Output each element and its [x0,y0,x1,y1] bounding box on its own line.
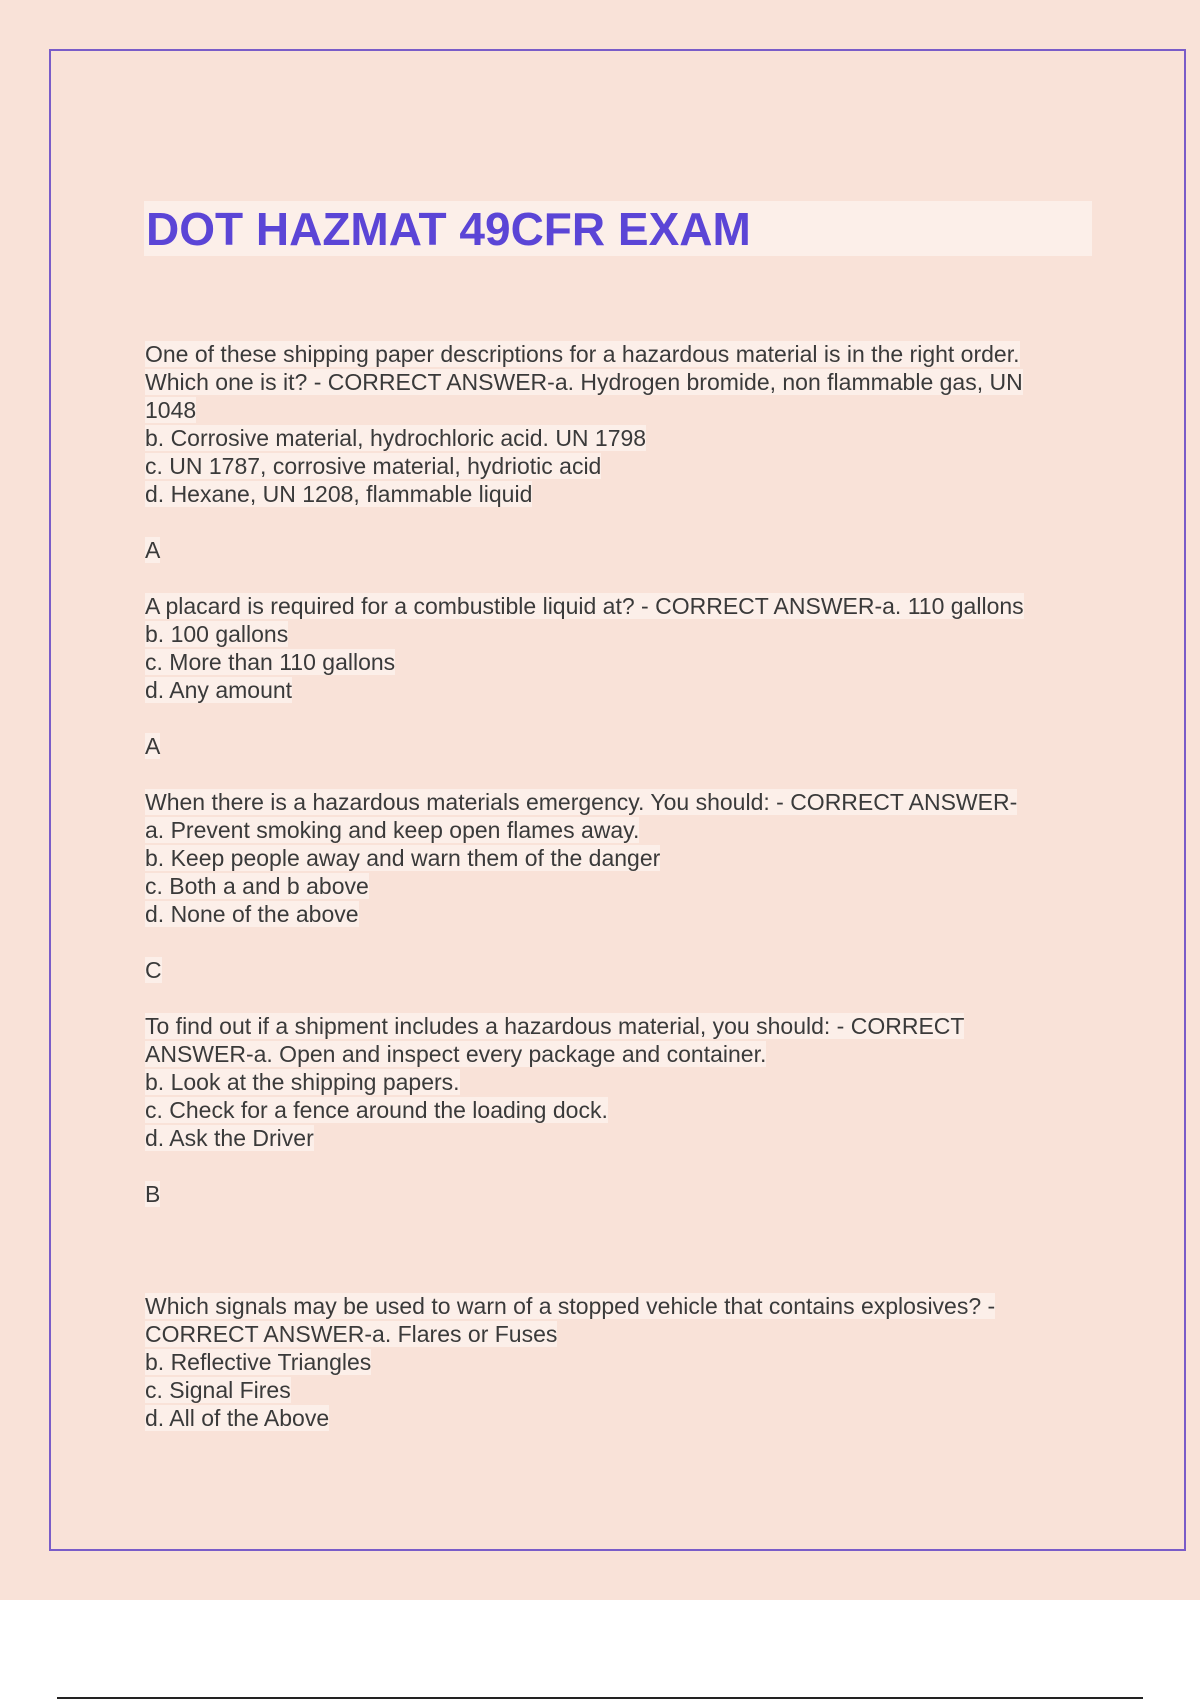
answer-letter: A [145,733,161,759]
option-b: b. Look at the shipping papers. [145,1069,460,1095]
question-block [145,592,1105,704]
option-b: b. Reflective Triangles [145,1349,372,1375]
question-line: To find out if a shipment includes a hazardous material, you should: - CORRECT [145,1013,965,1039]
spacer [145,1236,1105,1292]
question-block [145,1012,1105,1152]
option-b: b. 100 gallons [145,621,289,647]
option-c: c. Signal Fires [145,1377,291,1403]
question-block [145,340,1105,508]
question-line: CORRECT ANSWER-a. Flares or Fuses [145,1321,558,1347]
answer-letter: A [145,537,161,563]
document-title: DOT HAZMAT 49CFR EXAM [146,203,751,255]
question-block [145,788,1105,928]
option-d: d. Any amount [145,677,293,703]
question-line: 1048 [145,397,197,423]
question-line: Which one is it? - CORRECT ANSWER-a. Hydrogen bromide, non flammable gas, UN [145,369,1023,395]
option-b: b. Corrosive material, hydrochloric acid. UN 1798 [145,425,647,451]
answer-letter: B [145,1181,161,1207]
question-line: A placard is required for a combustible liquid at? - CORRECT ANSWER-a. 110 gallons [145,593,1024,619]
footer-rule [57,1697,1143,1699]
option-d: d. Ask the Driver [145,1125,314,1151]
question-line: When there is a hazardous materials emergency. You should: - CORRECT ANSWER- [145,789,1018,815]
question-line: One of these shipping paper descriptions for a hazardous material is in the right order. [145,341,1020,367]
option-c: c. Both a and b above [145,873,369,899]
option-d: d. All of the Above [145,1405,330,1431]
option-c: c. More than 110 gallons [145,649,396,675]
exam-content [145,340,1105,1432]
answer-letter: C [145,957,162,983]
question-line: Which signals may be used to warn of a stopped vehicle that contains explosives? - [145,1293,996,1319]
option-b: b. Keep people away and warn them of the danger [145,845,661,871]
option-c: c. Check for a fence around the loading dock. [145,1097,608,1123]
question-line: ANSWER-a. Open and inspect every package and container. [145,1041,767,1067]
option-a: a. Prevent smoking and keep open flames away. [145,817,640,843]
option-d: d. None of the above [145,901,359,927]
option-c: c. UN 1787, corrosive material, hydriotic acid [145,453,602,479]
question-block [145,1292,1105,1432]
option-d: d. Hexane, UN 1208, flammable liquid [145,481,533,507]
